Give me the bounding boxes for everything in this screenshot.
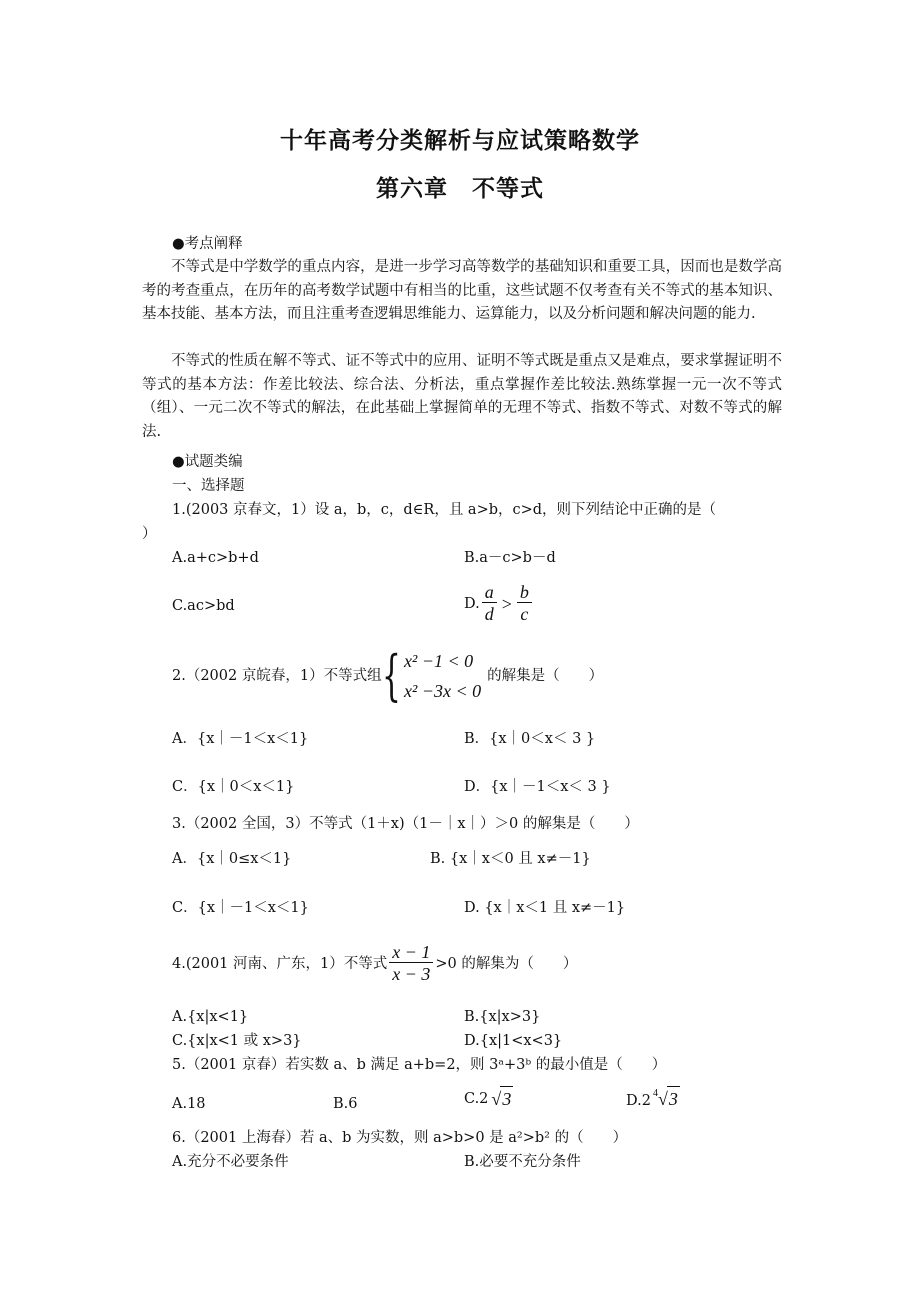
q6-stem: 6.（2001 上海春）若 a、b 为实数，则 a>b>0 是 a²>b² 的（ ） xyxy=(172,1130,628,1146)
radical-sign-icon: √ xyxy=(657,1089,668,1109)
q4-option-b: B.{x|x>3} xyxy=(464,1009,541,1025)
radical-sign-icon: √ xyxy=(491,1089,502,1109)
sqrt-radical xyxy=(491,1086,513,1111)
radicand: 3 xyxy=(500,1086,513,1111)
q5-option-b: B.6 xyxy=(333,1096,358,1112)
q4-stem-post: >0 的解集为（ ） xyxy=(435,955,578,972)
q4-option-a: A.{x|x<1} xyxy=(172,1009,249,1025)
q2-option-a: A．{x｜－1＜x＜1} xyxy=(172,731,309,747)
q1-stem-tail: ） xyxy=(142,526,157,542)
q6-option-a: A.充分不必要条件 xyxy=(172,1154,289,1170)
q5-stem: 5.（2001 京春）若实数 a、b 满足 a+b=2，则 3ᵃ+3ᵇ 的最小值是（ ） xyxy=(172,1057,667,1073)
q5-option-d xyxy=(626,1086,680,1115)
q3-option-a: A．{x｜0≤x＜1} xyxy=(172,851,292,867)
q3-option-b: B. {x｜x＜0 且 x≠－1} xyxy=(430,851,591,867)
q3-option-c: C．{x｜－1＜x＜1} xyxy=(172,900,309,916)
page-title: 十年高考分类解析与应试策略数学 xyxy=(280,128,640,154)
inequality-line-2: x² −3x < 0 xyxy=(403,681,482,701)
q1-stem: 1.(2003 京春文，1）设 a，b，c，d∈R，且 a>b，c>d，则下列结论中正确的是（ xyxy=(172,502,717,518)
q3-stem: 3.（2002 全国，3）不等式（1＋x)（1－｜x｜）＞0 的解集是（ ） xyxy=(172,816,639,832)
left-brace-icon: { xyxy=(381,644,401,707)
q5-option-c xyxy=(464,1086,513,1111)
q5-option-d-label: D.2 xyxy=(626,1092,651,1109)
paragraph-intro: 不等式是中学数学的重点内容，是进一步学习高等数学的基础知识和重要工具，因而也是数学高考的考查重点，在历年的高考数学试题中有相当的比重，这些试题不仅考查有关不等式的基本知识、基本技能、基本方法，而且注重考查逻辑思维能力、运算能力，以及分析问题和解决问题的能力. xyxy=(142,259,782,322)
q2-stem-pre: 2.（2002 京皖春，1）不等式组 xyxy=(172,668,382,684)
radicand: 3 xyxy=(667,1086,680,1111)
q2-option-b: B．{x｜0＜x＜ 3 } xyxy=(464,731,596,747)
q1-option-d-label: D. xyxy=(464,595,480,612)
inequality-line-1: x² −1 < 0 xyxy=(403,651,474,671)
greater-than-sign: > xyxy=(501,593,512,614)
q4-stem xyxy=(172,942,577,985)
q2-option-c: C．{x｜0＜x＜1} xyxy=(172,779,295,795)
fraction-b-over-c xyxy=(517,582,532,625)
fraction-numerator: x − 1 xyxy=(389,942,433,963)
fraction-denominator: c xyxy=(520,604,529,624)
q4-option-d: D.{x|1<x<3} xyxy=(464,1033,563,1049)
fraction-numerator: a xyxy=(482,582,497,603)
q6-option-b: B.必要不充分条件 xyxy=(464,1154,581,1170)
q5-option-a: A.18 xyxy=(172,1096,206,1112)
fourth-root-radical xyxy=(653,1086,680,1115)
q1-option-b: B.a－c>b－d xyxy=(464,550,556,566)
fraction-x-minus-1-over-x-minus-3 xyxy=(389,942,433,985)
section-xuanze: 一、选择题 xyxy=(172,478,245,494)
fraction-denominator: x − 3 xyxy=(392,964,431,984)
section-kaodian: ●考点阐释 xyxy=(172,236,243,252)
fraction-numerator: b xyxy=(517,582,532,603)
fraction-a-over-d xyxy=(482,582,497,625)
q2-stem xyxy=(172,646,603,706)
paragraph-methods: 不等式的性质在解不等式、证不等式中的应用、证明不等式既是重点又是难点，要求掌握证明不等式的基本方法：作差比较法、综合法、分析法，重点掌握作差比较法.熟练掌握一元一次不等式（组）、一元二次不等式的解法，在此基础上掌握简单的无理不等式、指数不等式、对数不等式的解法. xyxy=(142,353,782,440)
inequality-system-lines xyxy=(404,646,481,706)
q2-option-d: D．{x｜－1＜x＜ 3 } xyxy=(464,779,611,795)
section-shiti: ●试题类编 xyxy=(172,454,243,470)
inequality-system xyxy=(382,646,482,706)
chapter-title: 第六章 不等式 xyxy=(376,176,544,202)
q4-option-c: C.{x|x<1 或 x>3} xyxy=(172,1033,302,1049)
q1-option-c: C.ac>bd xyxy=(172,598,235,614)
fraction-denominator: d xyxy=(484,604,494,624)
q1-option-d xyxy=(464,582,534,625)
q3-option-d: D. {x｜x＜1 且 x≠－1} xyxy=(464,900,626,916)
q1-option-a: A.a+c>b+d xyxy=(172,550,259,566)
q5-option-c-label: C.2 xyxy=(464,1090,489,1107)
root-index: 4 xyxy=(652,1088,658,1099)
q4-stem-pre: 4.(2001 河南、广东，1）不等式 xyxy=(172,955,388,972)
q2-stem-post: 的解集是（ ） xyxy=(487,668,604,684)
